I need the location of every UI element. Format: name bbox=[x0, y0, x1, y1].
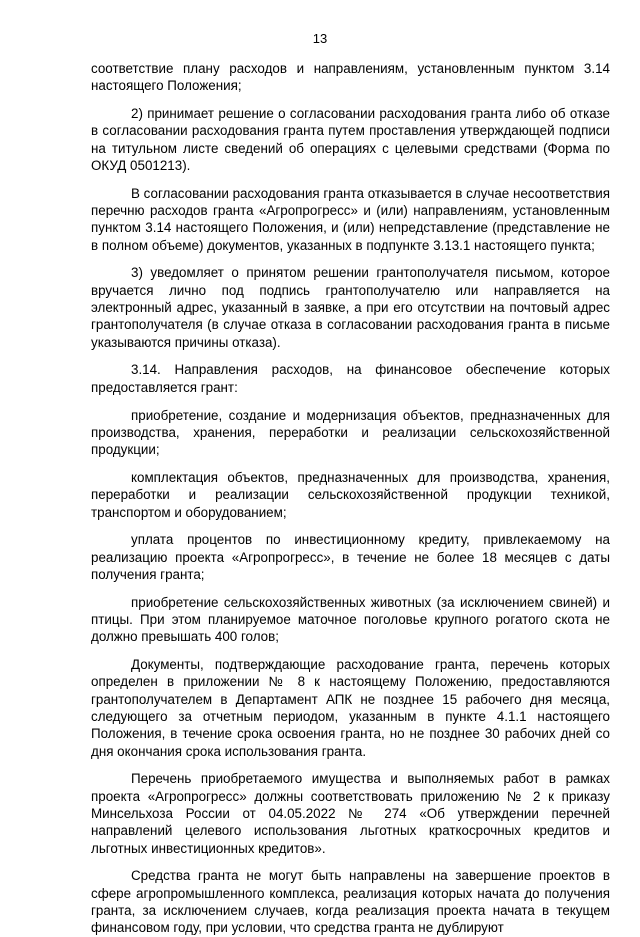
paragraph-direction-interest: уплата процентов по инвестиционному кредиту, привлекаемому на реализацию проекта «Агропрогресс», в течение не более 18 месяцев с даты получения гранта; bbox=[91, 532, 610, 582]
paragraph-item-2: 2) принимает решение о согласовании расходования гранта либо об отказе в согласовании расходования гранта путем проставления утверждающей подписи на титульном листе сведений об операциях с целевыми средствами (Форма по ОКУД 0501213). bbox=[91, 106, 610, 173]
paragraph-direction-acquisition: приобретение, создание и модернизация объектов, предназначенных для производства, хранения, переработки и реализации сельскохозяйственной продукции; bbox=[91, 407, 610, 458]
paragraph-refusal-grounds: В согласовании расходования гранта отказывается в случае несоответствия перечню расходов гранта «Агропрогресс» и (или) направлениям, установленным пунктом 3.14 настоящего Положения, и (или) непредставление (представление не в полном объеме) документов, указанных в подпункте 3.13.1 настоящего пункта; bbox=[91, 185, 610, 253]
paragraph-documents: Документы, подтверждающие расходование гранта, перечень которых определен в приложении № 8 к настоящему Положению, предоставляются грантополучателем в Департамент АПК не позднее 15 рабочего дня месяца, следующего за отчетным периодом, указанным в пункте 4.1.1 настоящего Положения, в течение срока освоения гранта, но не позднее 30 рабочих дней со дня окончания срока использования гранта. bbox=[91, 657, 610, 759]
paragraph-item-3: 3) уведомляет о принятом решении грантополучателя письмом, которое вручается лично под подпись грантополучателю или направляется на электронный адрес, указанный в заявке, а при его отсутствии на почтовый адрес грантополучателя (в случае отказа в согласовании расходования гранта в письме указываются причины отказа). bbox=[91, 265, 610, 350]
paragraph-grant-restrictions: Средства гранта не могут быть направлены на завершение проектов в сфере агропромышленного комплекса, реализация которых начата до получения гранта, за исключением случаев, когда реализация проекта начата в текущем финансовом году, при условии, что средства гранта не дублируют bbox=[91, 868, 610, 936]
page-number: 13 bbox=[312, 31, 328, 46]
paragraph-property-list: Перечень приобретаемого имущества и выполняемых работ в рамках проекта «Агропрогресс» должны соответствовать приложению № 2 к приказу Минсельхоза России от 04.05.2022 № 274 «Об утверждении перечней направлений целевого использования льготных краткосрочных кредитов и льготных инвестиционных кредитов». bbox=[91, 771, 610, 856]
paragraph-direction-livestock: приобретение сельскохозяйственных животных (за исключением свиней) и птицы. При этом планируемое маточное поголовье крупного рогатого скота не должно превышать 400 голов; bbox=[91, 594, 610, 645]
paragraph-direction-equipment: комплектация объектов, предназначенных для производства, хранения, переработки и реализации сельскохозяйственной продукции техникой, транспортом и оборудованием; bbox=[91, 469, 610, 520]
paragraph-continuation: соответствие плану расходов и направлениям, установленным пунктом 3.14 настоящего Положения; bbox=[91, 61, 610, 94]
paragraph-section-3-14: 3.14. Направления расходов, на финансовое обеспечение которых предоставляется грант: bbox=[91, 362, 610, 395]
document-body bbox=[91, 60, 610, 937]
